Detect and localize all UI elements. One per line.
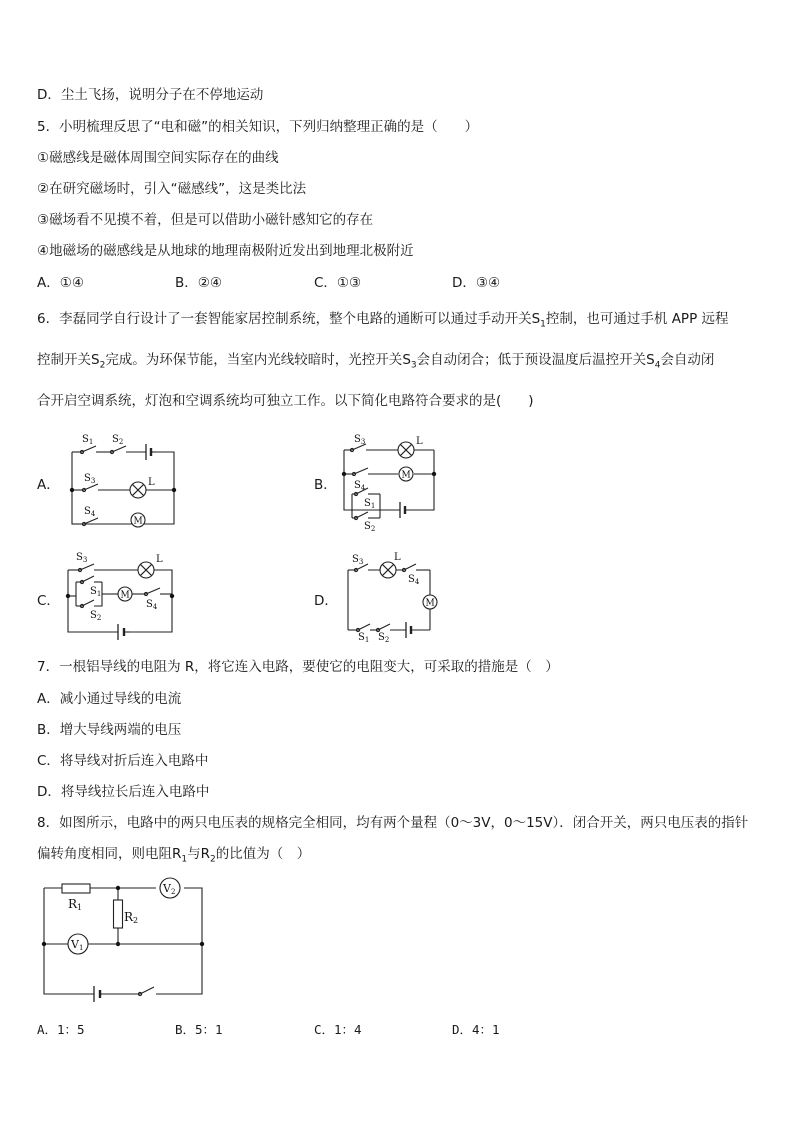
q6-option-a-label: A． xyxy=(37,477,60,493)
q8-option-c: C．1：4 xyxy=(314,1022,362,1037)
svg-text:M: M xyxy=(401,470,411,481)
svg-text:S3: $S_3$ xyxy=(352,554,364,566)
q4-option-d: D．尘土飞扬，说明分子在不停地运动 xyxy=(37,87,264,103)
q7-option-d: D．将导线拉长后连入电路中 xyxy=(37,784,210,800)
q5-statement-1: ①磁感线是磁体周围空间实际存在的曲线 xyxy=(37,150,279,166)
q8-option-a: A．1：5 xyxy=(37,1022,85,1037)
q7-option-c: C．将导线对折后连入电路中 xyxy=(37,753,209,769)
svg-text:S1: $S_1$ xyxy=(82,434,94,446)
circuit-diagram-d xyxy=(344,552,436,644)
svg-text:S2: $S_2$ xyxy=(90,610,102,622)
q6-stem-line3: 合开启空调系统，灯泡和空调系统均可独立工作。以下简化电路符合要求的是( ) xyxy=(37,393,534,409)
svg-text:V1: V1 xyxy=(71,938,84,952)
svg-text:S1: $S_1$ xyxy=(358,632,370,644)
q7-option-b: B．增大导线两端的电压 xyxy=(37,722,182,738)
q6-option-c-label: C． xyxy=(37,593,60,609)
svg-text:M: M xyxy=(425,598,435,609)
circuit-diagram-c xyxy=(66,548,178,638)
svg-text:M: M xyxy=(133,516,143,527)
svg-text:S3: $S_3$ xyxy=(84,473,96,485)
svg-text:R1: R1 xyxy=(68,897,83,912)
svg-text:M: M xyxy=(120,590,130,601)
svg-text:S3: $S_3$ xyxy=(76,552,88,564)
svg-text:S2: $S_2$ xyxy=(112,434,124,446)
q8-stem-line1: 8．如图所示，电路中的两只电压表的规格完全相同，均有两个量程（0～3V，0～15V）．闭合开关，两只电压表的指针 xyxy=(37,815,749,831)
circuit-diagram-b xyxy=(340,430,440,533)
svg-text:S4: $S_4$ xyxy=(408,574,420,586)
q7-option-a: A．减小通过导线的电流 xyxy=(37,691,182,707)
svg-text:R2: R2 xyxy=(124,910,139,925)
svg-text:S2: $S_2$ xyxy=(378,632,390,644)
q5-option-a: A．①④ xyxy=(37,275,84,291)
circuit-diagram-a xyxy=(64,428,184,528)
q8-option-d: D．4：1 xyxy=(452,1022,500,1037)
svg-text:S2: $S_2$ xyxy=(364,521,376,533)
svg-text:L: L xyxy=(394,552,401,563)
svg-text:S4: $S_4$ xyxy=(146,599,158,611)
q7-stem: 7．一根铝导线的电阻为 R，将它连入电路，要使它的电阻变大，可采取的措施是（ ） xyxy=(37,659,559,675)
svg-text:S4: $S_4$ xyxy=(84,506,96,518)
svg-text:V2: V2 xyxy=(163,882,176,896)
q5-statement-3: ③磁场看不见摸不着，但是可以借助小磁针感知它的存在 xyxy=(37,212,374,228)
svg-text:L: L xyxy=(416,436,423,447)
q5-statement-2: ②在研究磁场时，引入“磁感线”，这是类比法 xyxy=(37,181,307,197)
svg-text:L: L xyxy=(148,477,155,488)
voltmeter-circuit-diagram xyxy=(40,876,210,1000)
q8-option-b: B．5：1 xyxy=(175,1022,223,1037)
svg-text:L: L xyxy=(156,554,163,565)
svg-text:S4: $S_4$ xyxy=(354,480,366,492)
q5-option-b: B．②④ xyxy=(175,275,222,291)
q5-option-c: C．①③ xyxy=(314,275,362,291)
svg-text:S1: $S_1$ xyxy=(364,498,376,510)
q5-stem: 5．小明梳理反思了“电和磁”的相关知识，下列归纳整理正确的是（ ） xyxy=(37,119,479,135)
q6-stem-line1: 6．李磊同学自行设计了一套智能家居控制系统，整个电路的通断可以通过手动开关$S_1$控制，也可通过手机 APP 远程 xyxy=(37,311,729,330)
q5-statement-4: ④地磁场的磁感线是从地球的地理南极附近发出到地理北极附近 xyxy=(37,243,414,259)
q5-option-d: D．③④ xyxy=(452,275,501,291)
q8-stem-line2: 偏转角度相同，则电阻$R_1$与$R_2$的比值为（ ） xyxy=(37,846,311,865)
q6-option-d-label: D． xyxy=(314,593,338,609)
q6-option-b-label: B． xyxy=(314,477,337,493)
svg-text:S3: $S_3$ xyxy=(354,434,366,446)
q6-stem-line2: 控制开关$S_2$完成。为环保节能，当室内光线较暗时，光控开关$S_3$会自动闭合；低于预设温度后温控开关$S_4$会自动闭 xyxy=(37,352,715,371)
svg-text:S1: $S_1$ xyxy=(90,586,102,598)
